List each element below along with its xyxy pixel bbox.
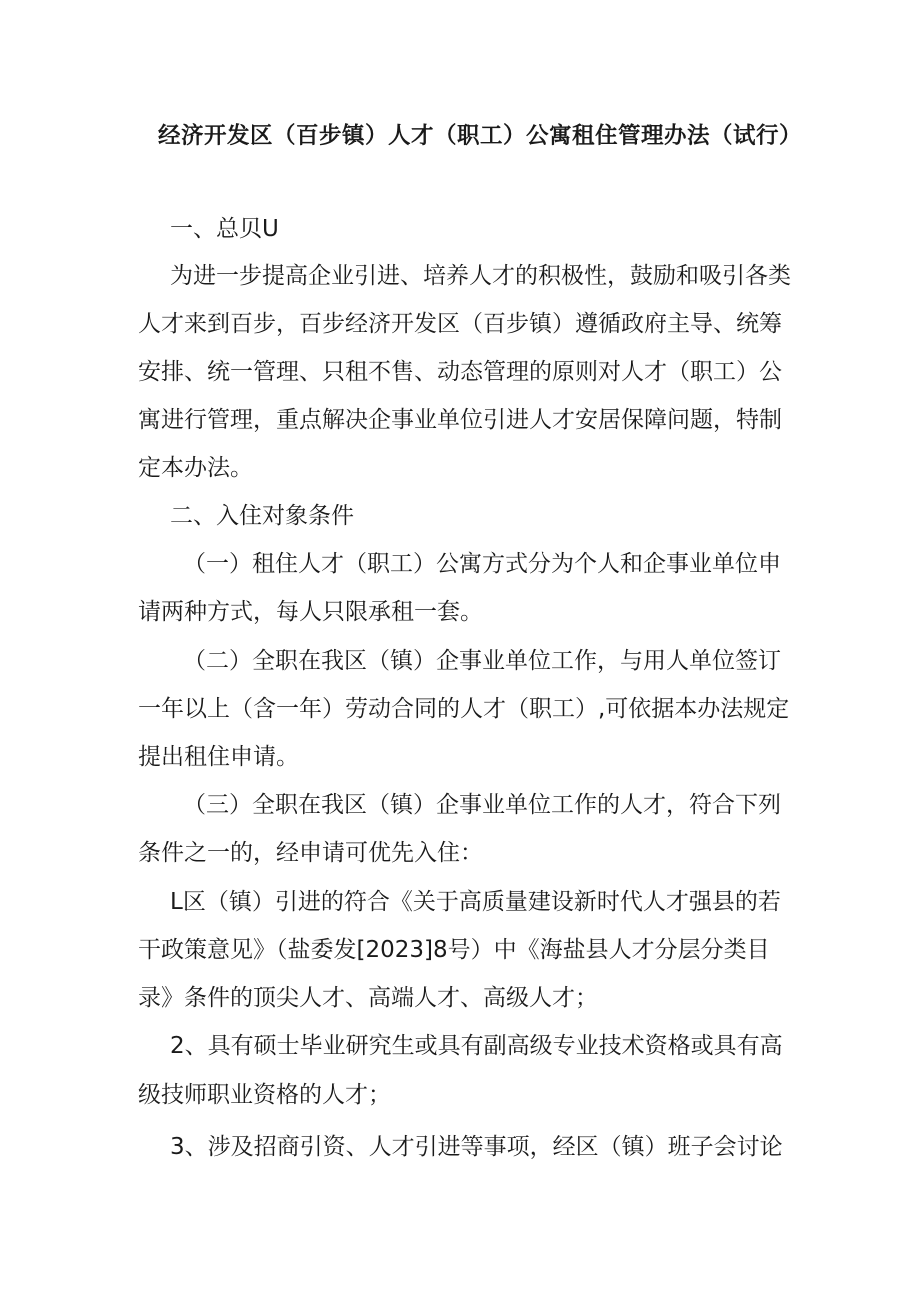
paragraph-line: 条件之一的，经申请可优先入住： bbox=[138, 840, 483, 866]
list-item-line: 级技师职业资格的人才； bbox=[138, 1082, 391, 1108]
paragraph-line: 寓进行管理，重点解决企事业单位引进人才安居保障问题，特制 bbox=[138, 407, 782, 433]
list-item-line: 3、涉及招商引资、人才引进等事项，经区（镇）班子会讨论 bbox=[170, 1134, 783, 1160]
list-item-line: L区（镇）引进的符合《关于高质量建设新时代人才强县的若 bbox=[170, 889, 781, 915]
paragraph-line: 人才来到百步，百步经济开发区（百步镇）遵循政府主导、统筹 bbox=[138, 311, 782, 337]
paragraph-line: （二）全职在我区（镇）企事业单位工作，与用人单位签订 bbox=[183, 648, 781, 674]
paragraph-line: （三）全职在我区（镇）企事业单位工作的人才，符合下列 bbox=[183, 792, 781, 818]
paragraph-line: 为进一步提高企业引进、培养人才的积极性，鼓励和吸引各类 bbox=[170, 263, 791, 289]
paragraph-line: （一）租住人才（职工）公寓方式分为个人和企事业单位申 bbox=[183, 551, 781, 577]
list-item-line: 录》条件的顶尖人才、高端人才、高级人才； bbox=[138, 985, 598, 1011]
paragraph-line: 安排、统一管理、只租不售、动态管理的原则对人才（职工）公 bbox=[138, 359, 782, 385]
document-title: 经济开发区（百步镇）人才（职工）公寓租住管理办法（试行） bbox=[157, 123, 802, 149]
paragraph-line: 请两种方式，每人只限承租一套。 bbox=[138, 599, 483, 625]
section-heading-general: 一、总贝U bbox=[170, 216, 279, 242]
list-item-line: 2、具有硕士毕业研究生或具有副高级专业技术资格或具有高 bbox=[170, 1033, 783, 1059]
paragraph-line: 提出租住申请。 bbox=[138, 744, 299, 770]
paragraph-line: 一年以上（含一年）劳动合同的人才（职工）,可依据本办法规定 bbox=[138, 696, 790, 722]
list-item-line: 干政策意见》（盐委发[2023]8号）中《海盐县人才分层分类目 bbox=[138, 937, 770, 963]
paragraph-line: 定本办法。 bbox=[138, 455, 253, 481]
section-heading-eligibility: 二、入住对象条件 bbox=[170, 503, 354, 529]
